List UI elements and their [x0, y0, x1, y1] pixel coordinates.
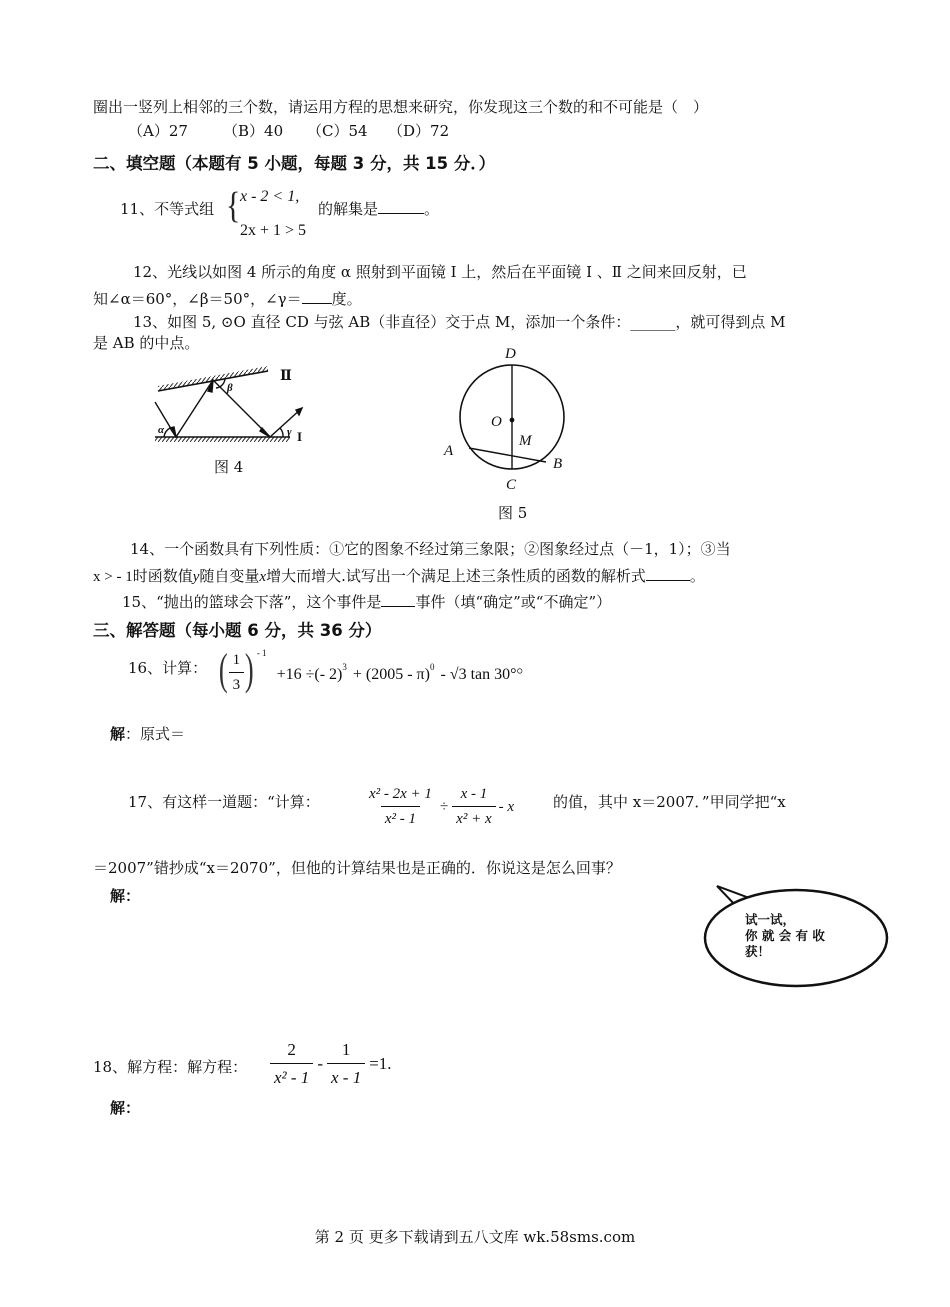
center-point: [510, 418, 515, 423]
q17-line2: ＝2007”错抄成“x＝2070”，但他的计算结果也是正确的．你说这是怎么回事？: [93, 859, 621, 877]
q10-option-b: （B）40: [223, 122, 284, 140]
q17-den2: x² + x: [452, 806, 495, 828]
fig5-label-a: A: [444, 443, 454, 459]
q15-text-b: 事件（填“确定”或“不确定”）: [415, 593, 612, 611]
section3-title: 三、解答题（每小题 6 分，共 36 分）: [93, 621, 382, 640]
q15-line: [122, 591, 611, 612]
q18-prefix: 18、解方程：解方程：: [93, 1058, 248, 1076]
q11-ineq1: x - 2 < 1,: [240, 188, 300, 205]
q14-text-a: 时函数值: [132, 567, 193, 585]
q12-line2: [93, 288, 362, 309]
fig5-caption: 图 5: [498, 504, 528, 522]
q17-den1: x² - 1: [381, 806, 420, 828]
q16-term3: + (2005 - π): [352, 666, 430, 683]
q16-end: 。: [516, 656, 535, 676]
fig5-label-d: D: [505, 346, 516, 362]
q12-line2-end: 度。: [331, 290, 362, 308]
q14-answer-blank[interactable]: [646, 566, 690, 581]
q18-den1: x² - 1: [270, 1063, 313, 1088]
q18-minus: -: [317, 1054, 323, 1073]
q18-den2: x - 1: [327, 1063, 365, 1088]
q18-num2: 1: [341, 1040, 351, 1059]
q12-line1: 12、光线以如图 4 所示的角度 α 照射到平面镜 Ⅰ 上，然后在平面镜 Ⅰ 、Ⅱ 之间来回反射，已: [133, 263, 747, 281]
q17-prefix: 17、有这样一道题：“计算：: [128, 793, 320, 811]
q17-fraction-1: [365, 786, 436, 828]
q15-text-a: 15、“抛出的篮球会下落”，这个事件是: [122, 593, 382, 611]
bubble-line-3: 获！: [745, 944, 771, 959]
q16-solution: [110, 723, 185, 744]
q16-exp0: 0: [429, 662, 435, 672]
q16-frac-num: 1: [232, 652, 241, 668]
q11-end: 。: [424, 200, 440, 218]
fig4-gamma: γ: [287, 426, 292, 438]
q18-fraction-2: [327, 1040, 365, 1088]
q16-term2: +16 ÷(- 2): [276, 666, 343, 683]
q17-divide: ÷: [439, 798, 449, 815]
q16-solution-label: 解: [110, 725, 126, 743]
q17-solution-label: 解：: [110, 887, 141, 905]
fig4-mirror1-label: I: [297, 429, 303, 444]
q12-line2-text: 知∠α＝60°，∠β＝50°，∠γ＝: [93, 290, 302, 308]
q14-var-x: x: [259, 569, 267, 585]
q14-condition: x > - 1: [93, 569, 133, 585]
page-footer: 第 2 页 更多下载请到五八文库 wk.58sms.com: [314, 1228, 636, 1246]
q16-exp3: 3: [342, 662, 347, 672]
q16-solution-text: ：原式＝: [125, 725, 186, 743]
chord-ab: [469, 448, 546, 462]
q16-term4: - √3 tan 30°: [440, 666, 517, 683]
q11-ineq2: 2x + 1 > 5: [240, 222, 307, 239]
q11-suffix: [318, 198, 439, 219]
q11-brace: {: [226, 184, 241, 226]
q16-fraction: [229, 652, 245, 694]
q11-suffix-text: 的解集是: [318, 200, 379, 218]
q11-prefix: 11、不等式组: [120, 200, 215, 218]
q17-minus-x: - x: [498, 798, 515, 815]
q16-expression: [216, 645, 535, 694]
fig4-beta: β: [227, 382, 233, 394]
fig5-label-c: C: [506, 477, 517, 493]
q17-num1: x² - 2x + 1: [369, 786, 432, 802]
q12-answer-blank[interactable]: [302, 289, 332, 304]
q18-solution-label: 解：: [110, 1099, 141, 1117]
q14-line1: 14、一个函数具有下列性质：①它的图象不经过第三象限；②图象经过点（－1，1）；③当: [130, 540, 731, 558]
fig5-label-o: O: [491, 414, 502, 430]
q10-option-c: （C）54: [307, 122, 368, 140]
q14-line2: [93, 565, 705, 586]
section2-title: 二、填空题（本题有 5 小题，每题 3 分，共 15 分．）: [93, 154, 496, 173]
q17-suffix: 的值，其中 x＝2007．”甲同学把“x: [553, 793, 786, 811]
q16-frac-den: 3: [229, 672, 245, 694]
bubble-line-1: 试一试，: [745, 912, 796, 927]
q14-text-c: 增大而增大.试写出一个满足上述三条性质的函数的解析式: [266, 567, 646, 585]
fig4-alpha: α: [158, 424, 165, 436]
mirror-1: [155, 437, 290, 442]
q17-expression: [365, 786, 514, 828]
fig5-label-b: B: [553, 456, 563, 472]
fig5-label-m: M: [519, 433, 532, 449]
q17-fraction-2: [452, 786, 495, 828]
q15-answer-blank[interactable]: [381, 592, 415, 607]
q13-line2: 是 AB 的中点。: [93, 334, 200, 352]
q17-num2: x - 1: [460, 786, 488, 802]
q16-label: 16、计算：: [128, 659, 208, 677]
q10-stem: 圈出一竖列上相邻的三个数，请运用方程的思想来研究，你发现这三个数的和不可能是（ ）: [93, 98, 709, 116]
q18-rhs: =1.: [369, 1054, 392, 1073]
bubble-line-2: 你 就 会 有 收: [745, 928, 825, 943]
fig4-caption: 图 4: [214, 458, 244, 476]
q16-paren-right: ): [245, 645, 254, 694]
q10-option-a: （A）27: [128, 122, 188, 140]
q10-option-d: （D）72: [388, 122, 450, 140]
figure-4-mirrors: [150, 362, 320, 452]
q14-text-b: 随自变量: [199, 567, 260, 585]
q13-line1: 13、如图 5, ⊙O 直径 CD 与弦 AB（非直径）交于点 M，添加一个条件：______，就可得到点 M: [133, 313, 786, 331]
q18-num1: 2: [287, 1040, 296, 1059]
speech-bubble-text: [745, 912, 825, 960]
fig4-mirror2-label: Ⅱ: [280, 369, 292, 384]
q11-answer-blank[interactable]: [378, 199, 424, 214]
q14-end: 。: [689, 567, 705, 585]
q16-exp: - 1: [256, 648, 267, 658]
q16-paren-left: (: [218, 645, 228, 694]
q18-expression: [270, 1040, 392, 1088]
q18-fraction-1: [270, 1040, 313, 1088]
q14-var-y: y: [192, 569, 200, 585]
